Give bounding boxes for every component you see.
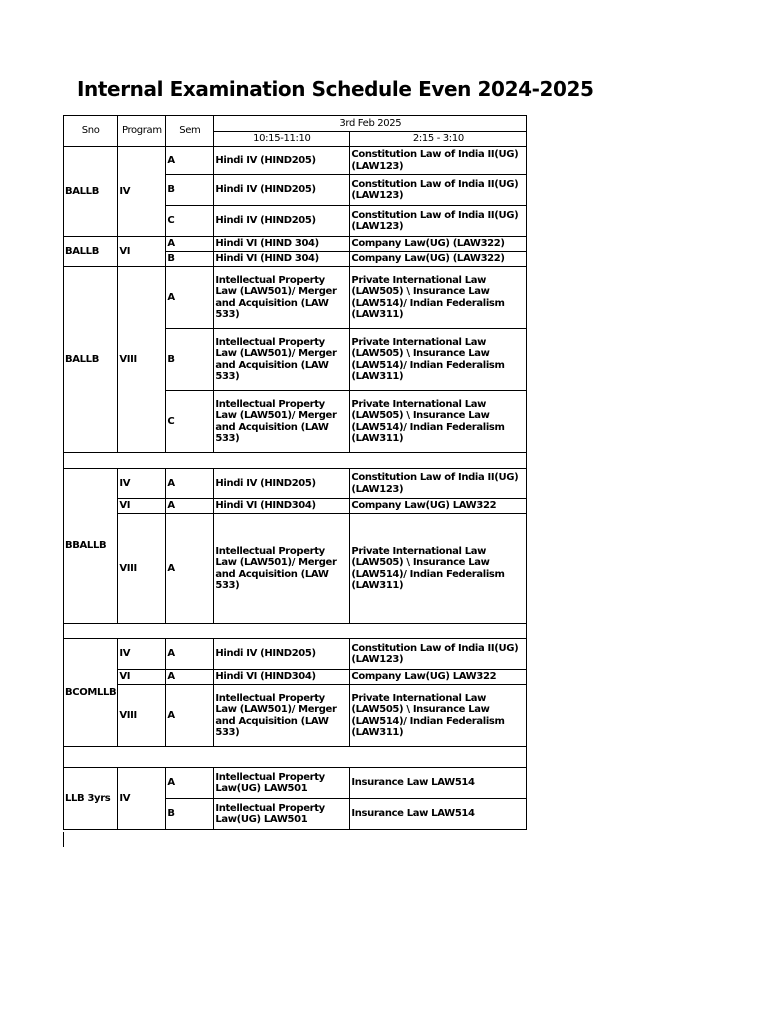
program-cell: VI	[118, 670, 166, 685]
sem-cell: C	[166, 206, 214, 237]
sem-cell: A	[166, 685, 214, 747]
program-cell: VIII	[118, 514, 166, 624]
table-row	[64, 670, 527, 685]
morning-exam-cell: Intellectual Property Law (LAW501)/ Merger and Acquisition (LAW 533)	[214, 685, 350, 747]
morning-exam-cell: Hindi VI (HIND304)	[214, 670, 350, 685]
table-row	[64, 514, 527, 624]
sem-cell: B	[166, 329, 214, 391]
sem-cell: B	[166, 252, 214, 267]
morning-exam-cell: Hindi IV (HIND205)	[214, 639, 350, 670]
header-program: Program	[118, 116, 166, 147]
spacer-cell	[64, 453, 527, 469]
morning-exam-cell: Hindi IV (HIND205)	[214, 469, 350, 499]
sem-cell: B	[166, 799, 214, 830]
table-row	[64, 147, 527, 175]
morning-exam-cell: Hindi IV (HIND205)	[214, 175, 350, 206]
program-cell: VIII	[118, 267, 166, 453]
sem-cell: A	[166, 147, 214, 175]
morning-exam-cell: Intellectual Property Law (LAW501)/ Merger and Acquisition (LAW 533)	[214, 514, 350, 624]
spacer-row	[64, 747, 527, 768]
schedule-table	[63, 115, 527, 830]
morning-exam-cell: Hindi VI (HIND 304)	[214, 237, 350, 252]
afternoon-exam-cell: Constitution Law of India II(UG) (LAW123)	[350, 147, 527, 175]
program-cell: IV	[118, 469, 166, 499]
program-cell: VIII	[118, 685, 166, 747]
afternoon-exam-cell: Company Law(UG) (LAW322)	[350, 237, 527, 252]
program-cell: IV	[118, 639, 166, 670]
header-slot-morning: 10:15-11:10	[214, 132, 350, 147]
afternoon-exam-cell: Company Law(UG) LAW322	[350, 499, 527, 514]
spacer-row	[64, 624, 527, 639]
table-row	[64, 499, 527, 514]
header-date: 3rd Feb 2025	[214, 116, 527, 132]
afternoon-exam-cell: Company Law(UG) (LAW322)	[350, 252, 527, 267]
sno-cell: BBALLB	[64, 469, 118, 624]
morning-exam-cell: Intellectual Property Law (LAW501)/ Merger and Acquisition (LAW 533)	[214, 391, 350, 453]
program-cell: IV	[118, 147, 166, 237]
table-row	[64, 267, 527, 329]
afternoon-exam-cell: Private International Law (LAW505) \ Insurance Law (LAW514)/ Indian Federalism (LAW311)	[350, 685, 527, 747]
afternoon-exam-cell: Constitution Law of India II(UG) (LAW123)	[350, 469, 527, 499]
sno-cell: BCOMLLB	[64, 639, 118, 747]
spacer-cell	[64, 624, 527, 639]
afternoon-exam-cell: Insurance Law LAW514	[350, 799, 527, 830]
program-cell: IV	[118, 768, 166, 830]
sem-cell: B	[166, 175, 214, 206]
afternoon-exam-cell: Constitution Law of India II(UG) (LAW123)	[350, 639, 527, 670]
sem-cell: A	[166, 267, 214, 329]
program-cell: VI	[118, 499, 166, 514]
morning-exam-cell: Intellectual Property Law (LAW501)/ Merger and Acquisition (LAW 533)	[214, 329, 350, 391]
sno-cell: BALLB	[64, 147, 118, 237]
sno-cell: BALLB	[64, 237, 118, 267]
sem-cell: A	[166, 639, 214, 670]
header-row	[64, 116, 527, 132]
sem-cell: A	[166, 670, 214, 685]
afternoon-exam-cell: Private International Law (LAW505) \ Insurance Law (LAW514)/ Indian Federalism (LAW311)	[350, 329, 527, 391]
afternoon-exam-cell: Insurance Law LAW514	[350, 768, 527, 799]
sno-cell: BALLB	[64, 267, 118, 453]
morning-exam-cell: Intellectual Property Law(UG) LAW501	[214, 768, 350, 799]
afternoon-exam-cell: Constitution Law of India II(UG) (LAW123)	[350, 175, 527, 206]
spacer-cell	[64, 747, 527, 768]
table-row	[64, 639, 527, 670]
afternoon-exam-cell: Company Law(UG) LAW322	[350, 670, 527, 685]
program-cell: VI	[118, 237, 166, 267]
sem-cell: A	[166, 768, 214, 799]
morning-exam-cell: Hindi IV (HIND205)	[214, 147, 350, 175]
morning-exam-cell: Intellectual Property Law(UG) LAW501	[214, 799, 350, 830]
spacer-row	[64, 453, 527, 469]
table-row	[64, 768, 527, 799]
sem-cell: A	[166, 499, 214, 514]
morning-exam-cell: Hindi VI (HIND304)	[214, 499, 350, 514]
header-slot-afternoon: 2:15 - 3:10	[350, 132, 527, 147]
sem-cell: A	[166, 469, 214, 499]
header-sem: Sem	[166, 116, 214, 147]
table-row	[64, 237, 527, 252]
afternoon-exam-cell: Constitution Law of India II(UG) (LAW123)	[350, 206, 527, 237]
afternoon-exam-cell: Private International Law (LAW505) \ Insurance Law (LAW514)/ Indian Federalism (LAW311)	[350, 514, 527, 624]
sem-cell: A	[166, 237, 214, 252]
afternoon-exam-cell: Private International Law (LAW505) \ Insurance Law (LAW514)/ Indian Federalism (LAW311)	[350, 267, 527, 329]
afternoon-exam-cell: Private International Law (LAW505) \ Insurance Law (LAW514)/ Indian Federalism (LAW311)	[350, 391, 527, 453]
morning-exam-cell: Intellectual Property Law (LAW501)/ Merger and Acquisition (LAW 533)	[214, 267, 350, 329]
morning-exam-cell: Hindi IV (HIND205)	[214, 206, 350, 237]
text-cursor	[63, 832, 64, 847]
sem-cell: A	[166, 514, 214, 624]
sem-cell: C	[166, 391, 214, 453]
header-sno: Sno	[64, 116, 118, 147]
morning-exam-cell: Hindi VI (HIND 304)	[214, 252, 350, 267]
table-row	[64, 469, 527, 499]
sno-cell: LLB 3yrs	[64, 768, 118, 830]
page-title: Internal Examination Schedule Even 2024-2025	[77, 77, 594, 101]
table-row	[64, 685, 527, 747]
